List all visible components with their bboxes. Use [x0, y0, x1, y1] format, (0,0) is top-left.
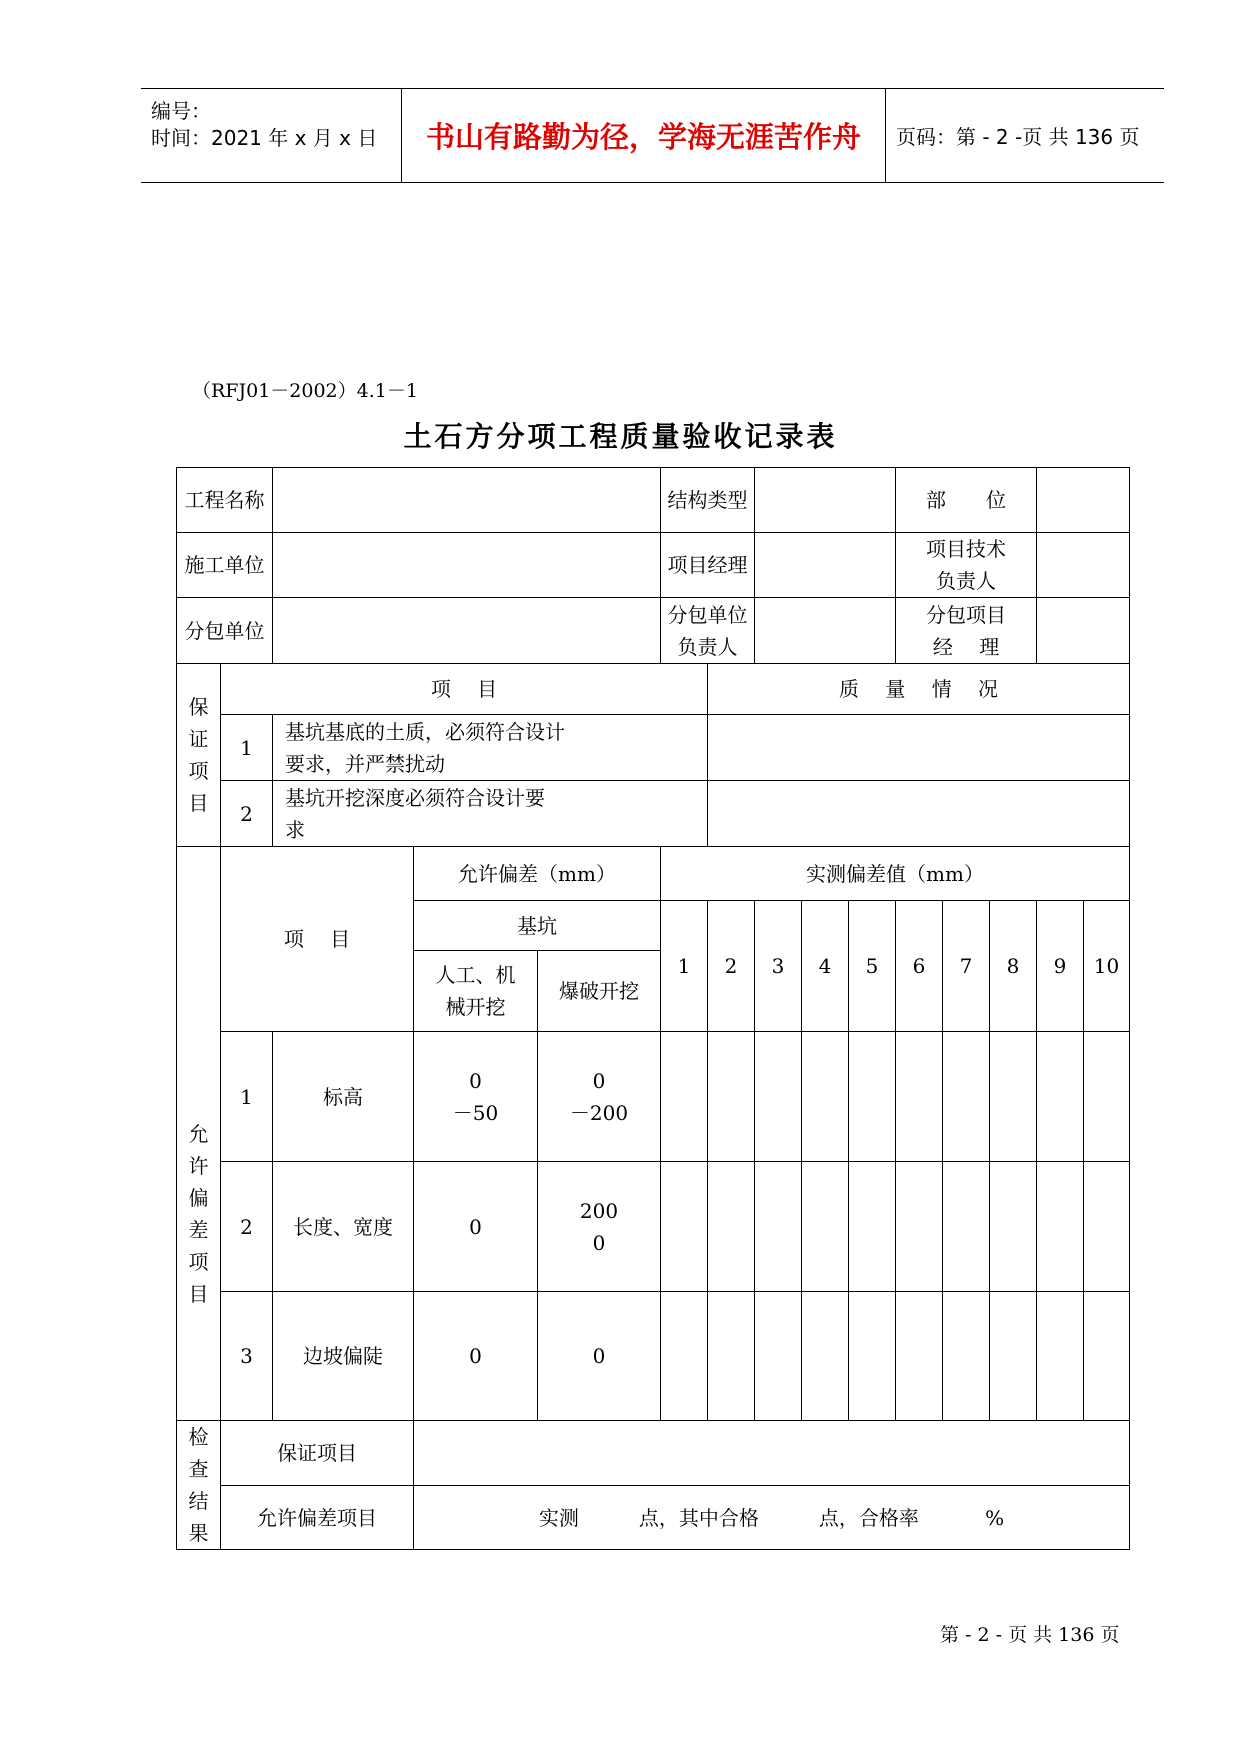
deviation-name: 长度、宽度	[273, 1162, 414, 1292]
blast-tolerance: 0	[538, 1292, 661, 1421]
sub-manager-label: 分包项目 经 理	[896, 598, 1037, 664]
deviation-row	[177, 1162, 1130, 1292]
point-number: 2	[708, 901, 755, 1032]
deviation-row	[177, 1032, 1130, 1162]
measure-cell[interactable]	[708, 1032, 755, 1162]
sub-lead-value[interactable]	[755, 598, 896, 664]
manual-excavation-label: 人工、机 械开挖	[414, 951, 538, 1032]
blast-excavation-label: 爆破开挖	[538, 951, 661, 1032]
measure-cell[interactable]	[849, 1292, 896, 1421]
point-number: 9	[1037, 901, 1084, 1032]
measure-cell[interactable]	[943, 1162, 990, 1292]
time-label: 时间：2021 年 x 月 x 日	[151, 126, 378, 150]
measure-cell[interactable]	[849, 1162, 896, 1292]
measure-cell[interactable]	[755, 1032, 802, 1162]
blast-tolerance: 200 0	[538, 1162, 661, 1292]
check-row-guarantee	[177, 1421, 1130, 1486]
info-row-2	[177, 533, 1130, 598]
guarantee-side-label: 保 证 项 目	[177, 664, 221, 847]
project-manager-value[interactable]	[755, 533, 896, 598]
measure-cell[interactable]	[708, 1292, 755, 1421]
form-title: 土石方分项工程质量验收记录表	[403, 420, 838, 453]
check-deviation-label: 允许偏差项目	[221, 1486, 414, 1550]
page-info: 页码：第 - 2 -页 共 136 页	[896, 125, 1140, 149]
sub-lead-label: 分包单位 负责人	[661, 598, 755, 664]
manual-tolerance: 0 －50	[414, 1032, 538, 1162]
guarantee-text: 基坑开挖深度必须符合设计要 求	[273, 781, 708, 847]
manual-tolerance: 0	[414, 1162, 538, 1292]
allowed-header: 允许偏差（mm）	[414, 847, 661, 901]
measure-cell[interactable]	[990, 1032, 1037, 1162]
measured-header: 实测偏差值（mm）	[661, 847, 1130, 901]
guarantee-row	[177, 781, 1130, 847]
deviation-name: 标高	[273, 1032, 414, 1162]
measure-cell[interactable]	[661, 1292, 708, 1421]
measure-cell[interactable]	[990, 1292, 1037, 1421]
deviation-name: 边坡偏陡	[273, 1292, 414, 1421]
measure-cell[interactable]	[943, 1292, 990, 1421]
point-number: 7	[943, 901, 990, 1032]
measure-cell[interactable]	[1084, 1292, 1130, 1421]
construction-unit-label: 施工单位	[177, 533, 273, 598]
measure-cell[interactable]	[849, 1032, 896, 1162]
subcontract-unit-label: 分包单位	[177, 598, 273, 664]
blast-tolerance: 0 －200	[538, 1032, 661, 1162]
pit-label: 基坑	[414, 901, 661, 951]
guarantee-row	[177, 715, 1130, 781]
check-guarantee-label: 保证项目	[221, 1421, 414, 1486]
measure-cell[interactable]	[896, 1032, 943, 1162]
construction-unit-value[interactable]	[273, 533, 661, 598]
deviation-no: 3	[221, 1292, 273, 1421]
structure-type-value[interactable]	[755, 468, 896, 533]
point-number: 6	[896, 901, 943, 1032]
page-header	[141, 88, 1164, 183]
measure-cell[interactable]	[1084, 1032, 1130, 1162]
measure-cell[interactable]	[802, 1162, 849, 1292]
measure-cell[interactable]	[943, 1032, 990, 1162]
check-side-label: 检 查 结 果	[177, 1421, 221, 1550]
inspection-table	[176, 467, 1130, 1550]
guarantee-quality-cell[interactable]	[708, 781, 1130, 847]
measure-cell[interactable]	[1084, 1162, 1130, 1292]
measure-cell[interactable]	[661, 1162, 708, 1292]
point-number: 8	[990, 901, 1037, 1032]
deviation-header-row	[177, 847, 1130, 901]
deviation-no: 1	[221, 1032, 273, 1162]
measure-cell[interactable]	[755, 1162, 802, 1292]
part-value[interactable]	[1037, 468, 1130, 533]
header-meta	[141, 89, 402, 182]
point-number: 5	[849, 901, 896, 1032]
measure-cell[interactable]	[802, 1032, 849, 1162]
number-label: 编号：	[151, 99, 211, 123]
structure-type-label: 结构类型	[661, 468, 755, 533]
point-number: 3	[755, 901, 802, 1032]
measure-cell[interactable]	[802, 1292, 849, 1421]
measure-cell[interactable]	[896, 1292, 943, 1421]
guarantee-item-header: 项 目	[221, 664, 708, 715]
check-guarantee-value[interactable]	[414, 1421, 1130, 1486]
measure-cell[interactable]	[1037, 1292, 1084, 1421]
measure-cell[interactable]	[990, 1162, 1037, 1292]
point-number: 4	[802, 901, 849, 1032]
measure-cell[interactable]	[896, 1162, 943, 1292]
guarantee-no: 2	[221, 781, 273, 847]
measure-cell[interactable]	[755, 1292, 802, 1421]
point-number: 10	[1084, 901, 1130, 1032]
guarantee-quality-header: 质 量 情 况	[708, 664, 1130, 715]
check-deviation-text: 实测 点，其中合格 点，合格率 %	[414, 1486, 1130, 1550]
page-footer: 第 - 2 - 页 共 136 页	[940, 1624, 1120, 1646]
tech-lead-value[interactable]	[1037, 533, 1130, 598]
deviation-item-header: 项 目	[221, 847, 414, 1032]
point-number: 1	[661, 901, 708, 1032]
guarantee-header-row	[177, 664, 1130, 715]
check-row-deviation	[177, 1486, 1130, 1550]
subcontract-unit-value[interactable]	[273, 598, 661, 664]
tech-lead-label: 项目技术 负责人	[896, 533, 1037, 598]
project-name-label: 工程名称	[177, 468, 273, 533]
deviation-row	[177, 1292, 1130, 1421]
part-label: 部 位	[896, 468, 1037, 533]
guarantee-quality-cell[interactable]	[708, 715, 1130, 781]
info-row-3	[177, 598, 1130, 664]
measure-cell[interactable]	[1037, 1032, 1084, 1162]
sub-manager-value[interactable]	[1037, 598, 1130, 664]
deviation-side-label: 允 许 偏 差 项 目	[177, 847, 221, 1421]
measure-cell[interactable]	[661, 1032, 708, 1162]
manual-tolerance: 0	[414, 1292, 538, 1421]
measure-cell[interactable]	[1037, 1162, 1084, 1292]
guarantee-text: 基坑基底的土质，必须符合设计 要求，并严禁扰动	[273, 715, 708, 781]
info-row-1	[177, 468, 1130, 533]
measure-cell[interactable]	[708, 1162, 755, 1292]
guarantee-no: 1	[221, 715, 273, 781]
form-code: （RFJ01－2002）4.1－1	[192, 380, 418, 402]
project-manager-label: 项目经理	[661, 533, 755, 598]
deviation-no: 2	[221, 1162, 273, 1292]
project-name-value[interactable]	[273, 468, 661, 533]
motto: 书山有路勤为径，学海无涯苦作舟	[402, 89, 886, 182]
